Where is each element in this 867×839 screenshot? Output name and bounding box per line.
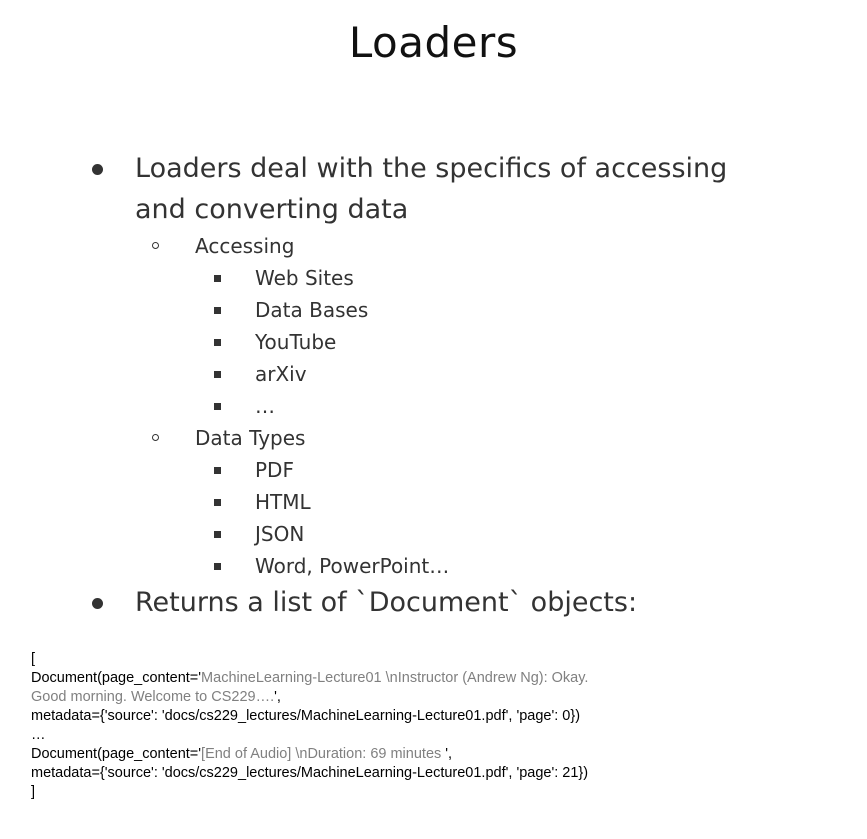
code-close-bracket: ] — [31, 784, 36, 800]
code-doc1-content-a: MachineLearning-Lecture01 \nInstructor (Andrew Ng): Okay. — [201, 670, 589, 686]
code-doc1-metadata: metadata={'source': 'docs/cs229_lectures/MachineLearning-Lecture01.pdf', 'page': 0}) — [31, 708, 581, 724]
list-item — [0, 518, 867, 550]
bullet-returns-documents — [0, 582, 867, 623]
bullet-text: Returns a list of `Document` objects: — [135, 587, 638, 618]
list-item — [0, 262, 867, 294]
square-bullet-icon — [214, 371, 221, 378]
sub-bullet-data-types — [0, 422, 867, 454]
square-bullet-icon — [214, 275, 221, 282]
list-item — [0, 486, 867, 518]
sub-bullet-accessing — [0, 230, 867, 262]
sub-bullet-label: Accessing — [195, 234, 295, 258]
list-item-label: … — [255, 394, 275, 418]
hollow-circle-bullet-icon — [152, 242, 159, 249]
square-bullet-icon — [214, 403, 221, 410]
list-item-label: HTML — [255, 490, 311, 514]
list-item — [0, 294, 867, 326]
list-item — [0, 454, 867, 486]
bullet-dot-icon — [92, 164, 103, 175]
code-doc2-close: ', — [445, 746, 453, 762]
list-item — [0, 390, 867, 422]
slide-title: Loaders — [348, 18, 519, 67]
sub-bullet-label: Data Types — [195, 426, 306, 450]
square-bullet-icon — [214, 339, 221, 346]
bullet-list — [0, 148, 867, 623]
bullet-text-line-1: Loaders deal with the specifics of accessing — [135, 153, 728, 184]
square-bullet-icon — [214, 499, 221, 506]
code-doc1-close: ', — [274, 689, 281, 705]
list-item-label: Web Sites — [255, 266, 354, 290]
bullet-text-line-2: and converting data — [135, 194, 409, 225]
list-item-label: Data Bases — [255, 298, 369, 322]
list-item-label: arXiv — [255, 362, 307, 386]
list-item — [0, 326, 867, 358]
bullet-dot-icon — [92, 598, 103, 609]
square-bullet-icon — [214, 531, 221, 538]
list-item-label: PDF — [255, 458, 294, 482]
square-bullet-icon — [214, 563, 221, 570]
list-item — [0, 358, 867, 390]
list-item-label: JSON — [255, 522, 305, 546]
code-doc2-prefix: Document(page_content=' — [31, 746, 202, 762]
code-doc1-content-b: Good morning. Welcome to CS229…. — [31, 689, 275, 705]
list-item-label: Word, PowerPoint… — [255, 554, 450, 578]
square-bullet-icon — [214, 307, 221, 314]
code-doc1-prefix: Document(page_content=' — [31, 670, 202, 686]
code-example — [31, 650, 861, 802]
list-item-label: YouTube — [255, 330, 337, 354]
list-item — [0, 550, 867, 582]
square-bullet-icon — [214, 467, 221, 474]
code-doc2-metadata: metadata={'source': 'docs/cs229_lectures/MachineLearning-Lecture01.pdf', 'page': 21}) — [31, 765, 589, 781]
bullet-loaders-description — [0, 148, 867, 230]
code-doc2-content: [End of Audio] \nDuration: 69 minutes — [201, 746, 446, 762]
code-doc2-line-1 — [31, 745, 861, 764]
code-open-bracket: [ — [31, 651, 36, 667]
hollow-circle-bullet-icon — [152, 434, 159, 441]
code-doc1-line-1 — [31, 669, 861, 688]
code-doc1-line-2 — [31, 688, 861, 707]
code-ellipsis: … — [31, 727, 46, 743]
